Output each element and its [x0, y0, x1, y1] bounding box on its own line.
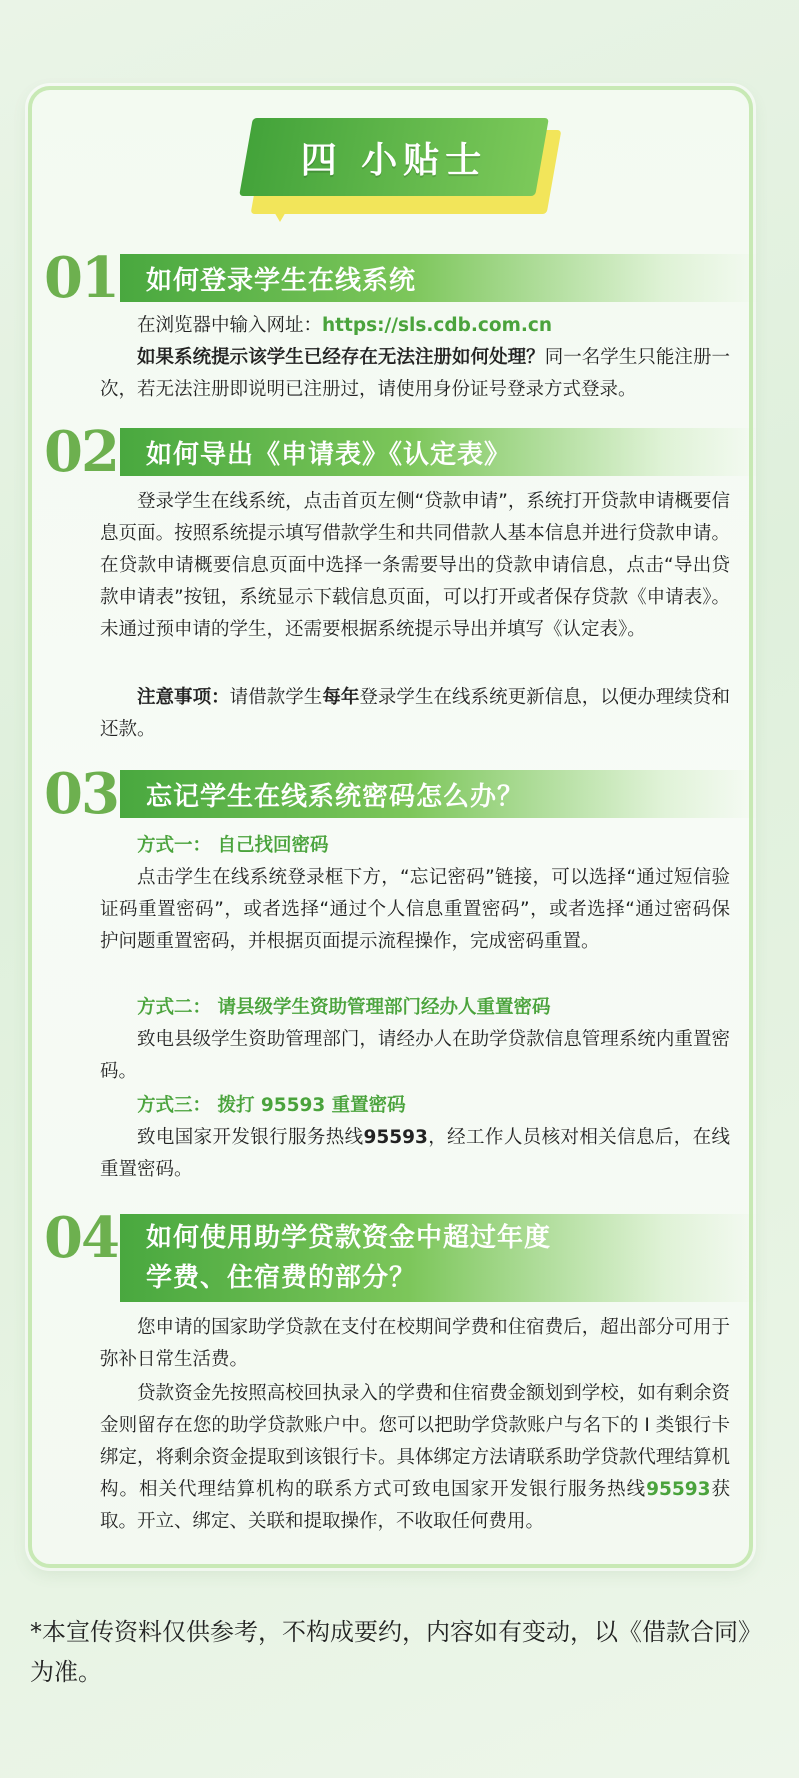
hotline-number: 95593 — [363, 1127, 428, 1148]
section-01-register-text — [100, 342, 730, 406]
method-3-post: ，经工作人员核对相关信息后，在线重置密码。 — [100, 1127, 730, 1180]
section-number: 02 — [44, 419, 118, 485]
section-title-bar — [120, 770, 760, 818]
section-title-bar — [120, 254, 760, 302]
section-title: 如何登录学生在线系统 — [146, 265, 417, 296]
note-emphasis: 每年 — [322, 687, 360, 708]
method-3-label: 方式三： 拨打 95593 重置密码 — [137, 1095, 406, 1116]
section-01-url-line — [100, 310, 730, 342]
section-02-paragraph: 登录学生在线系统，点击首页左侧“贷款申请”，系统打开贷款申请概要信息页面。按照系统提示填写借款学生和共同借款人基本信息并进行贷款申请。在贷款申请概要信息页面中选择一条需要导出的贷款申请信息，点击“导出贷款申请表”按钮，系统显示下载信息页面，可以打开或者保存贷款《申请表》。未通过预申请的学生，还需要根据系统提示导出并填写《认定表》。 — [100, 491, 730, 640]
disclaimer-footnote: *本宣传资料仅供参考，不构成要约，内容如有变动，以《借款合同》为准。 — [30, 1618, 762, 1686]
section-04-paragraph-2 — [100, 1378, 730, 1538]
method-2-label: 方式二： 请县级学生资助管理部门经办人重置密码 — [137, 997, 551, 1018]
section-title-bar — [120, 1214, 760, 1302]
section-title-bar — [120, 428, 760, 476]
section-number: 01 — [44, 245, 118, 311]
method-2-text: 致电县级学生资助管理部门，请经办人在助学贷款信息管理系统内重置密码。 — [100, 1029, 730, 1082]
section-number: 03 — [44, 761, 118, 827]
website-url[interactable]: https://sls.cdb.com.cn — [322, 315, 553, 336]
method-3-pre: 致电国家开发银行服务热线 — [137, 1127, 364, 1148]
method-1-text: 点击学生在线系统登录框下方，“忘记密码”链接，可以选择“通过短信验证码重置密码”，或者选择“通过个人信息重置密码”，或者选择“通过密码保护问题重置密码，并根据页面提示流程操作，完成密码重置。 — [100, 867, 730, 952]
section-title-line-2: 学费、住宿费的部分？ — [146, 1263, 417, 1293]
note-label: 注意事项： — [137, 687, 230, 708]
hotline-number: 95593 — [646, 1479, 711, 1500]
section-title: 如何导出《申请表》《认定表》 — [146, 439, 512, 470]
section-04-paragraph-1: 您申请的国家助学贷款在支付在校期间学费和住宿费后，超出部分可用于弥补日常生活费。 — [100, 1317, 730, 1370]
note-post: 登录学生在线系统更新信息，以便办理续贷和还款。 — [100, 687, 730, 740]
url-prefix: 在浏览器中输入网址： — [137, 315, 323, 336]
title-ribbon-tail — [266, 198, 294, 222]
section-title-line-1: 如何使用助学贷款资金中超过年度 — [146, 1223, 552, 1253]
register-question: 如果系统提示该学生已经存在无法注册如何处理？ — [137, 347, 545, 368]
section-title — [120, 1214, 551, 1298]
section-title: 忘记学生在线系统密码怎么办？ — [146, 781, 525, 812]
register-answer: 同一名学生只能注册一次，若无法注册即说明已注册过，请使用身份证号登录方式登录。 — [100, 347, 730, 400]
method-1-label: 方式一： 自己找回密码 — [137, 835, 329, 856]
para2-pre: 贷款资金先按照高校回执录入的学费和住宿费金额划到学校，如有剩余资金则留存在您的助学贷款账户中。您可以把助学贷款账户与名下的 I 类银行卡绑定，将剩余资金提取到该银行卡。具体绑定方法请联系助学贷款代理结算机构。相关代理结算机构的联系方式可致电国家开发银行服务热线 — [100, 1383, 730, 1500]
page-title: 四 小贴士 — [300, 139, 488, 181]
note-pre: 请借款学生 — [229, 687, 323, 708]
section-number: 04 — [44, 1205, 118, 1271]
method-3-text — [100, 1122, 730, 1186]
section-02-note — [100, 682, 730, 746]
para2-post: 获取。开立、绑定、关联和提取操作，不收取任何费用。 — [100, 1479, 730, 1532]
